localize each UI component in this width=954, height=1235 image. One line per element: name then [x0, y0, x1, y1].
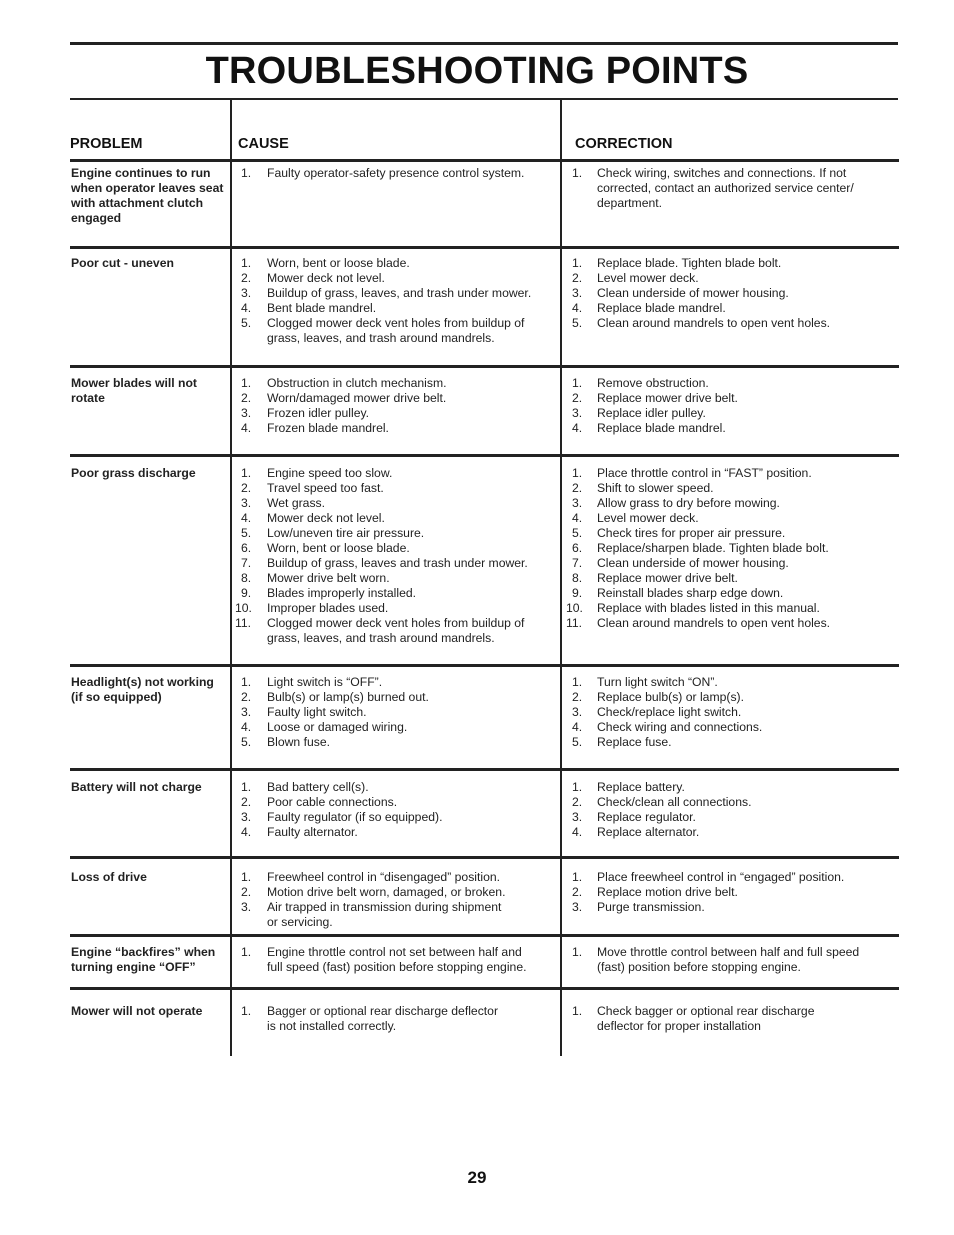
correction-item: [566, 825, 896, 840]
item-number: 4.: [572, 301, 583, 315]
item-text: Reinstall blades sharp edge down.: [597, 586, 784, 600]
correction-item: [566, 286, 896, 301]
cause-item: [236, 256, 554, 271]
item-number: 1.: [572, 1004, 583, 1018]
cause-item: [236, 675, 554, 690]
item-text: Worn, bent or loose blade.: [267, 256, 410, 270]
item-text: Mower deck not level.: [267, 271, 385, 285]
correction-list: [566, 870, 896, 915]
item-text: Purge transmission.: [597, 900, 705, 914]
cause-list: [236, 780, 554, 840]
item-text: Poor cable connections.: [267, 795, 398, 809]
problem-text: Mower will not operate: [71, 1004, 203, 1018]
item-number: 4.: [572, 511, 583, 525]
cause-list: [236, 376, 554, 436]
title-bottom-rule: [70, 98, 898, 100]
item-number: 4.: [241, 825, 252, 839]
item-text: Replace mower drive belt.: [597, 391, 738, 405]
cause-item: [236, 690, 554, 705]
correction-item: [566, 526, 896, 541]
item-number: 7.: [241, 556, 252, 570]
item-text: Replace bulb(s) or lamp(s).: [597, 690, 744, 704]
item-number: 2.: [241, 690, 252, 704]
item-number: 3.: [572, 705, 583, 719]
correction-item: [566, 166, 896, 211]
item-text: Frozen idler pulley.: [267, 406, 370, 420]
cause-item: [236, 780, 554, 795]
column-divider-right: [560, 100, 562, 1056]
item-number: 2.: [241, 391, 252, 405]
item-text: Faulty operator-safety presence control system.: [267, 166, 525, 180]
problem-text: Engine “backfires” when turning engine “OFF”: [71, 945, 216, 974]
item-number: 5.: [241, 316, 252, 330]
item-text: Check/replace light switch.: [597, 705, 742, 719]
correction-item: [566, 466, 896, 481]
item-number: 2.: [572, 271, 583, 285]
correction-item: [566, 780, 896, 795]
correction-item: [566, 900, 896, 915]
cause-item: [236, 1004, 554, 1034]
header-cause: CAUSE: [238, 136, 289, 152]
item-number: 3.: [241, 900, 252, 914]
item-number: 7.: [572, 556, 583, 570]
item-number: 3.: [572, 286, 583, 300]
item-number: 1.: [241, 256, 252, 270]
item-text: Low/uneven tire air pressure.: [267, 526, 425, 540]
item-number: 4.: [241, 511, 252, 525]
item-text: Move throttle control between half and full speed (fast) position before stopping engine.: [597, 945, 860, 974]
cause-item: [236, 166, 554, 181]
problem-text: Mower blades will not rotate: [71, 376, 197, 405]
item-number: 2.: [241, 795, 252, 809]
correction-item: [566, 720, 896, 735]
item-text: Replace with blades listed in this manual.: [597, 601, 820, 615]
item-text: Engine throttle control not set between half and full speed (fast) position before stopping engine.: [267, 945, 527, 974]
item-number: 11.: [566, 616, 583, 630]
item-text: Clean underside of mower housing.: [597, 286, 789, 300]
item-text: Blown fuse.: [267, 735, 331, 749]
item-number: 3.: [241, 406, 252, 420]
correction-item: [566, 870, 896, 885]
item-text: Mower deck not level.: [267, 511, 385, 525]
item-number: 5.: [241, 526, 252, 540]
correction-item: [566, 690, 896, 705]
item-number: 3.: [572, 496, 583, 510]
item-text: Bagger or optional rear discharge deflector is not installed correctly.: [267, 1004, 499, 1033]
correction-item: [566, 735, 896, 750]
cause-item: [236, 720, 554, 735]
cause-item: [236, 556, 554, 571]
item-text: Replace/sharpen blade. Tighten blade bolt.: [597, 541, 829, 555]
correction-item: [566, 376, 896, 391]
item-text: Motion drive belt worn, damaged, or broken.: [267, 885, 506, 899]
correction-list: [566, 945, 896, 975]
correction-item: [566, 421, 896, 436]
cause-item: [236, 286, 554, 301]
correction-item: [566, 391, 896, 406]
cause-item: [236, 571, 554, 586]
cause-list: [236, 256, 554, 346]
item-text: Shift to slower speed.: [597, 481, 714, 495]
item-text: Replace alternator.: [597, 825, 700, 839]
item-number: 2.: [572, 391, 583, 405]
item-number: 9.: [572, 586, 583, 600]
item-number: 2.: [572, 481, 583, 495]
item-number: 1.: [572, 675, 583, 689]
item-number: 2.: [572, 690, 583, 704]
item-text: Clean around mandrels to open vent holes.: [597, 616, 831, 630]
item-number: 11.: [235, 616, 252, 630]
problem-text: Poor cut - uneven: [71, 256, 174, 270]
item-text: Replace blade mandrel.: [597, 421, 726, 435]
correction-item: [566, 511, 896, 526]
correction-item: [566, 556, 896, 571]
correction-item: [566, 601, 896, 616]
item-text: Improper blades used.: [267, 601, 389, 615]
item-text: Check bagger or optional rear discharge deflector for proper installation: [597, 1004, 815, 1033]
correction-item: [566, 885, 896, 900]
item-number: 2.: [241, 885, 252, 899]
item-text: Worn, bent or loose blade.: [267, 541, 410, 555]
item-text: Check wiring and connections.: [597, 720, 763, 734]
item-number: 1.: [241, 376, 252, 390]
correction-list: [566, 166, 896, 211]
correction-item: [566, 316, 896, 331]
problem-text: Poor grass discharge: [71, 466, 196, 480]
cause-item: [236, 795, 554, 810]
cause-list: [236, 945, 554, 975]
cause-item: [236, 271, 554, 286]
cause-item: [236, 735, 554, 750]
item-text: Engine speed too slow.: [267, 466, 393, 480]
correction-item: [566, 616, 896, 631]
cause-item: [236, 391, 554, 406]
item-text: Clogged mower deck vent holes from buildup of grass, leaves, and trash around mandrels.: [267, 316, 525, 345]
cause-list: [236, 675, 554, 750]
cause-item: [236, 496, 554, 511]
item-text: Replace fuse.: [597, 735, 672, 749]
item-text: Level mower deck.: [597, 271, 699, 285]
item-text: Place freewheel control in “engaged” position.: [597, 870, 845, 884]
item-number: 4.: [241, 301, 252, 315]
item-number: 1.: [241, 166, 252, 180]
item-text: Faulty light switch.: [267, 705, 367, 719]
item-text: Remove obstruction.: [597, 376, 709, 390]
item-text: Travel speed too fast.: [267, 481, 384, 495]
cause-item: [236, 825, 554, 840]
item-number: 5.: [572, 316, 583, 330]
item-text: Light switch is “OFF”.: [267, 675, 383, 689]
row-separator: [70, 159, 899, 162]
correction-item: [566, 945, 896, 975]
item-text: Loose or damaged wiring.: [267, 720, 408, 734]
correction-list: [566, 780, 896, 840]
correction-item: [566, 1004, 896, 1034]
cause-item: [236, 810, 554, 825]
cause-list: [236, 1004, 554, 1034]
item-number: 5.: [572, 735, 583, 749]
item-number: 4.: [572, 825, 583, 839]
cause-item: [236, 376, 554, 391]
item-text: Replace idler pulley.: [597, 406, 706, 420]
item-number: 3.: [572, 900, 583, 914]
item-number: 8.: [241, 571, 252, 585]
cause-list: [236, 466, 554, 646]
item-number: 1.: [572, 376, 583, 390]
correction-list: [566, 1004, 896, 1034]
item-number: 3.: [572, 406, 583, 420]
cause-item: [236, 466, 554, 481]
item-text: Bulb(s) or lamp(s) burned out.: [267, 690, 429, 704]
item-text: Clogged mower deck vent holes from buildup of grass, leaves, and trash around mandrels.: [267, 616, 525, 645]
item-number: 1.: [241, 780, 252, 794]
item-number: 6.: [241, 541, 252, 555]
correction-list: [566, 675, 896, 750]
item-number: 5.: [572, 526, 583, 540]
cause-item: [236, 406, 554, 421]
correction-list: [566, 256, 896, 331]
problem-text: Engine continues to run when operator leaves seat with attachment clutch engaged: [71, 166, 224, 225]
item-text: Level mower deck.: [597, 511, 699, 525]
row-separator: [70, 454, 899, 457]
item-text: Replace mower drive belt.: [597, 571, 738, 585]
page-number: 29: [467, 1168, 487, 1187]
item-text: Replace blade. Tighten blade bolt.: [597, 256, 782, 270]
correction-item: [566, 481, 896, 496]
item-text: Check wiring, switches and connections. If not corrected, contact an authorized service center/ department.: [597, 166, 854, 210]
correction-item: [566, 586, 896, 601]
item-text: Turn light switch “ON”.: [597, 675, 718, 689]
item-number: 3.: [241, 286, 252, 300]
item-number: 4.: [572, 720, 583, 734]
row-separator: [70, 768, 899, 771]
cause-list: [236, 166, 554, 181]
item-text: Place throttle control in “FAST” position.: [597, 466, 812, 480]
item-number: 5.: [241, 735, 252, 749]
item-text: Check/clean all connections.: [597, 795, 752, 809]
item-text: Bent blade mandrel.: [267, 301, 377, 315]
item-number: 10.: [566, 601, 583, 615]
cause-list: [236, 870, 554, 930]
item-number: 4.: [241, 421, 252, 435]
column-divider-left: [230, 100, 232, 1056]
item-number: 1.: [572, 466, 583, 480]
item-text: Faulty regulator (if so equipped).: [267, 810, 443, 824]
item-text: Buildup of grass, leaves, and trash under mower.: [267, 286, 532, 300]
problem-text: Loss of drive: [71, 870, 147, 884]
correction-item: [566, 256, 896, 271]
item-number: 8.: [572, 571, 583, 585]
item-text: Mower drive belt worn.: [267, 571, 390, 585]
item-number: 2.: [572, 885, 583, 899]
item-number: 1.: [572, 780, 583, 794]
item-text: Buildup of grass, leaves and trash under mower.: [267, 556, 528, 570]
page-title: TROUBLESHOOTING POINTS: [205, 50, 749, 92]
correction-item: [566, 705, 896, 720]
correction-item: [566, 571, 896, 586]
item-number: 2.: [241, 481, 252, 495]
item-text: Allow grass to dry before mowing.: [597, 496, 780, 510]
item-text: Faulty alternator.: [267, 825, 358, 839]
item-text: Obstruction in clutch mechanism.: [267, 376, 447, 390]
correction-item: [566, 271, 896, 286]
cause-item: [236, 511, 554, 526]
title-top-rule: [70, 42, 898, 45]
item-number: 6.: [572, 541, 583, 555]
item-number: 9.: [241, 586, 252, 600]
row-separator: [70, 987, 899, 990]
item-text: Blades improperly installed.: [267, 586, 417, 600]
item-text: Frozen blade mandrel.: [267, 421, 389, 435]
item-number: 1.: [572, 166, 583, 180]
item-text: Wet grass.: [267, 496, 326, 510]
cause-item: [236, 870, 554, 885]
item-number: 1.: [241, 870, 252, 884]
problem-text: Battery will not charge: [71, 780, 202, 794]
item-number: 1.: [241, 1004, 252, 1018]
cause-item: [236, 586, 554, 601]
cause-item: [236, 616, 554, 646]
cause-item: [236, 421, 554, 436]
item-text: Air trapped in transmission during shipment or servicing.: [267, 900, 502, 929]
item-number: 3.: [572, 810, 583, 824]
item-number: 2.: [241, 271, 252, 285]
cause-item: [236, 885, 554, 900]
item-number: 1.: [241, 675, 252, 689]
item-number: 4.: [572, 421, 583, 435]
correction-item: [566, 496, 896, 511]
item-number: 3.: [241, 705, 252, 719]
correction-item: [566, 795, 896, 810]
cause-item: [236, 601, 554, 616]
item-text: Check tires for proper air pressure.: [597, 526, 786, 540]
cause-item: [236, 900, 554, 930]
item-text: Clean around mandrels to open vent holes.: [597, 316, 831, 330]
row-separator: [70, 365, 899, 368]
problem-text: Headlight(s) not working (if so equipped): [71, 675, 214, 704]
cause-item: [236, 316, 554, 346]
item-number: 3.: [241, 810, 252, 824]
correction-item: [566, 406, 896, 421]
cause-item: [236, 541, 554, 556]
item-number: 1.: [572, 945, 583, 959]
item-number: 1.: [572, 256, 583, 270]
item-text: Replace regulator.: [597, 810, 696, 824]
item-number: 10.: [235, 601, 252, 615]
correction-list: [566, 466, 896, 631]
item-text: Worn/damaged mower drive belt.: [267, 391, 447, 405]
header-correction: CORRECTION: [575, 136, 673, 152]
row-separator: [70, 664, 899, 667]
item-number: 4.: [241, 720, 252, 734]
header-problem: PROBLEM: [70, 136, 143, 152]
item-text: Bad battery cell(s).: [267, 780, 369, 794]
cause-item: [236, 945, 554, 975]
correction-item: [566, 675, 896, 690]
item-text: Clean underside of mower housing.: [597, 556, 789, 570]
item-text: Replace motion drive belt.: [597, 885, 738, 899]
item-text: Replace blade mandrel.: [597, 301, 726, 315]
correction-item: [566, 541, 896, 556]
row-separator: [70, 246, 899, 249]
correction-item: [566, 810, 896, 825]
item-number: 3.: [241, 496, 252, 510]
item-number: 2.: [572, 795, 583, 809]
cause-item: [236, 481, 554, 496]
row-separator: [70, 934, 899, 937]
item-number: 1.: [572, 870, 583, 884]
cause-item: [236, 705, 554, 720]
correction-list: [566, 376, 896, 436]
cause-item: [236, 526, 554, 541]
row-separator: [70, 856, 899, 859]
item-text: Freewheel control in “disengaged” position.: [267, 870, 501, 884]
cause-item: [236, 301, 554, 316]
item-text: Replace battery.: [597, 780, 685, 794]
correction-item: [566, 301, 896, 316]
item-number: 1.: [241, 945, 252, 959]
item-number: 1.: [241, 466, 252, 480]
